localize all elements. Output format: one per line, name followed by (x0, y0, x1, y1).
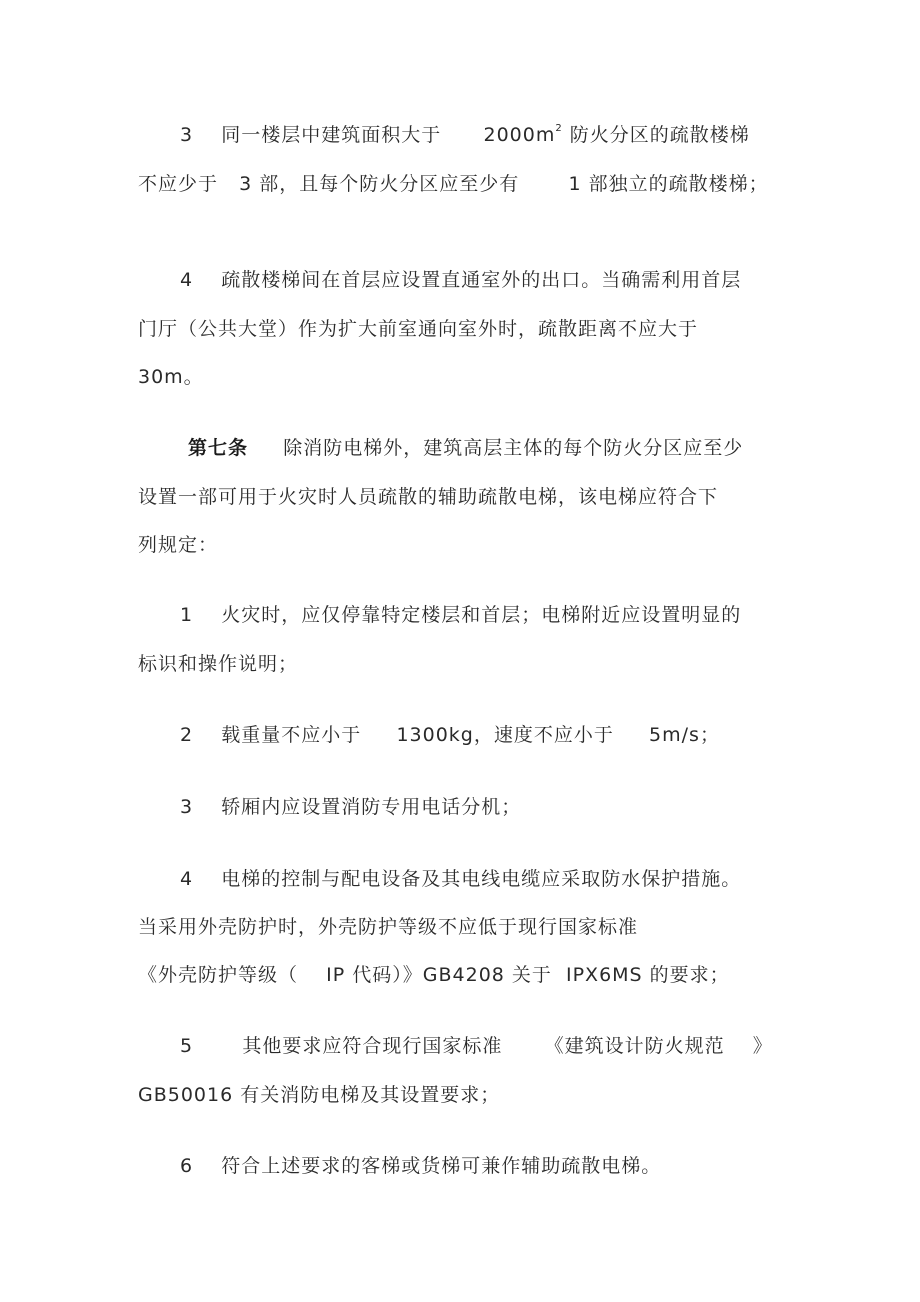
item-4-line-3: 30m。 (138, 366, 204, 388)
article-label: 第七条 (188, 437, 249, 459)
rule-2-line-1: 2 载重量不应小于 1300kg，速度不应小于 5m/s； (180, 724, 720, 746)
item-4-line-1: 4 疏散楼梯间在首层应设置直通室外的出口。当确需利用首层 (180, 269, 742, 291)
article-7-text: 除消防电梯外，建筑高层主体的每个防火分区应至少 (248, 437, 744, 459)
item-3-line-2: 不应少于 3 部，且每个防火分区应至少有 1 部独立的疏散楼梯； (138, 173, 769, 195)
article-7-line-3: 列规定： (138, 534, 219, 556)
rule-6-line-1: 6 符合上述要求的客梯或货梯可兼作辅助疏散电梯。 (180, 1155, 662, 1177)
item-3-line-1 (180, 122, 750, 148)
article-7-line-1 (188, 435, 743, 461)
rule-5-line-1: 5 其他要求应符合现行国家标准 《建筑设计防火规范 》 (180, 1035, 773, 1057)
rule-3-line-1: 3 轿厢内应设置消防专用电话分机； (180, 796, 522, 818)
item-4-line-2: 门厅（公共大堂）作为扩大前室通向室外时，疏散距离不应大于 (138, 318, 699, 340)
item-3-text-suffix: 防火分区的疏散楼梯 (562, 124, 750, 146)
article-7-line-2: 设置一部可用于火灾时人员疏散的辅助疏散电梯，该电梯应符合下 (138, 486, 719, 508)
rule-4-line-3: 《外壳防护等级（ IP 代码）》GB4208 关于 IPX6MS 的要求； (138, 964, 730, 986)
item-3-text: 3 同一楼层中建筑面积大于 2000m (180, 124, 556, 146)
rule-1-line-1: 1 火灾时，应仅停靠特定楼层和首层；电梯附近应设置明显的 (180, 604, 742, 626)
superscript-2: 2 (555, 123, 563, 134)
rule-5-line-2: GB50016 有关消防电梯及其设置要求； (138, 1084, 501, 1106)
rule-4-line-1: 4 电梯的控制与配电设备及其电线电缆应采取防水保护措施。 (180, 868, 742, 890)
rule-4-line-2: 当采用外壳防护时，外壳防护等级不应低于现行国家标准 (138, 916, 639, 938)
rule-1-line-2: 标识和操作说明； (138, 653, 299, 675)
